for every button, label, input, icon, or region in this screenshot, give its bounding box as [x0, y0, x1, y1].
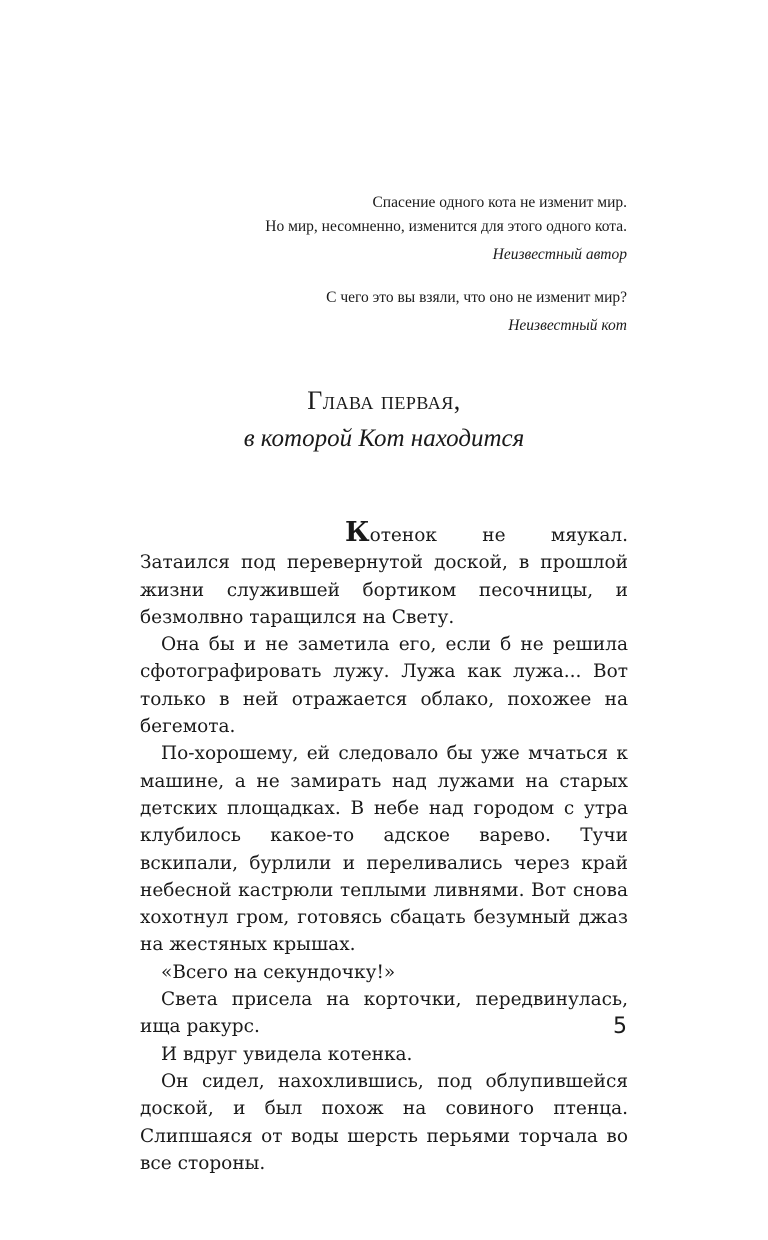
- epigraph-line: Но мир, несомненно, изменится для этого одного кота.: [265, 218, 627, 235]
- chapter-body: [140, 517, 628, 1177]
- paragraph: Света присела на корточки, передвинулась, ища ракурс.: [140, 989, 628, 1038]
- epigraph-1: [265, 191, 627, 267]
- page-number: 5: [613, 1014, 627, 1039]
- paragraph: Он сидел, нахохлившись, под облупившейся доской, и был похож на совиного птенца. Слипшаяся от воды шерсть перьями торчала во все стороны.: [140, 1070, 628, 1174]
- epigraph-line: Спасение одного кота не изменит мир.: [372, 194, 627, 211]
- chapter-subtitle: в которой Кот находится: [243, 425, 525, 452]
- paragraph: И вдруг увидела котенка.: [161, 1043, 413, 1065]
- epigraph-2: [326, 286, 627, 338]
- epigraph-line: С чего это вы взяли, что оно не изменит мир?: [326, 289, 627, 306]
- epigraph-author: Неизвестный автор: [492, 246, 627, 263]
- paragraph: [140, 517, 628, 631]
- drop-cap: К: [345, 517, 370, 548]
- epigraph-author: Неизвестный кот: [508, 317, 627, 334]
- paragraph-text: отенок не мяукал. Затаился под перевернутой доской, в прошлой жизни служившей бортиком песочницы, и безмолвно таращился на Свету.: [140, 525, 628, 628]
- paragraph: «Всего на секундочку!»: [161, 961, 396, 983]
- chapter-heading: [0, 384, 768, 456]
- paragraph: Она бы и не заметила его, если б не решила сфотографировать лужу. Лужа как лужа... Вот только в ней отражается облако, похожее на бегемота.: [140, 634, 628, 738]
- chapter-title: Глава первая,: [307, 386, 461, 415]
- paragraph: По-хорошему, ей следовало бы уже мчаться к машине, а не замирать над лужами на старых детских площадках. В небе над городом с утра клубилось какое-то адское варево. Тучи вскипали, бурлили и переливались через край небесной кастрюли теплыми ливнями. Вот снова хохотнул гром, готовясь сбацать безумный джаз на жестяных крышах.: [140, 743, 628, 956]
